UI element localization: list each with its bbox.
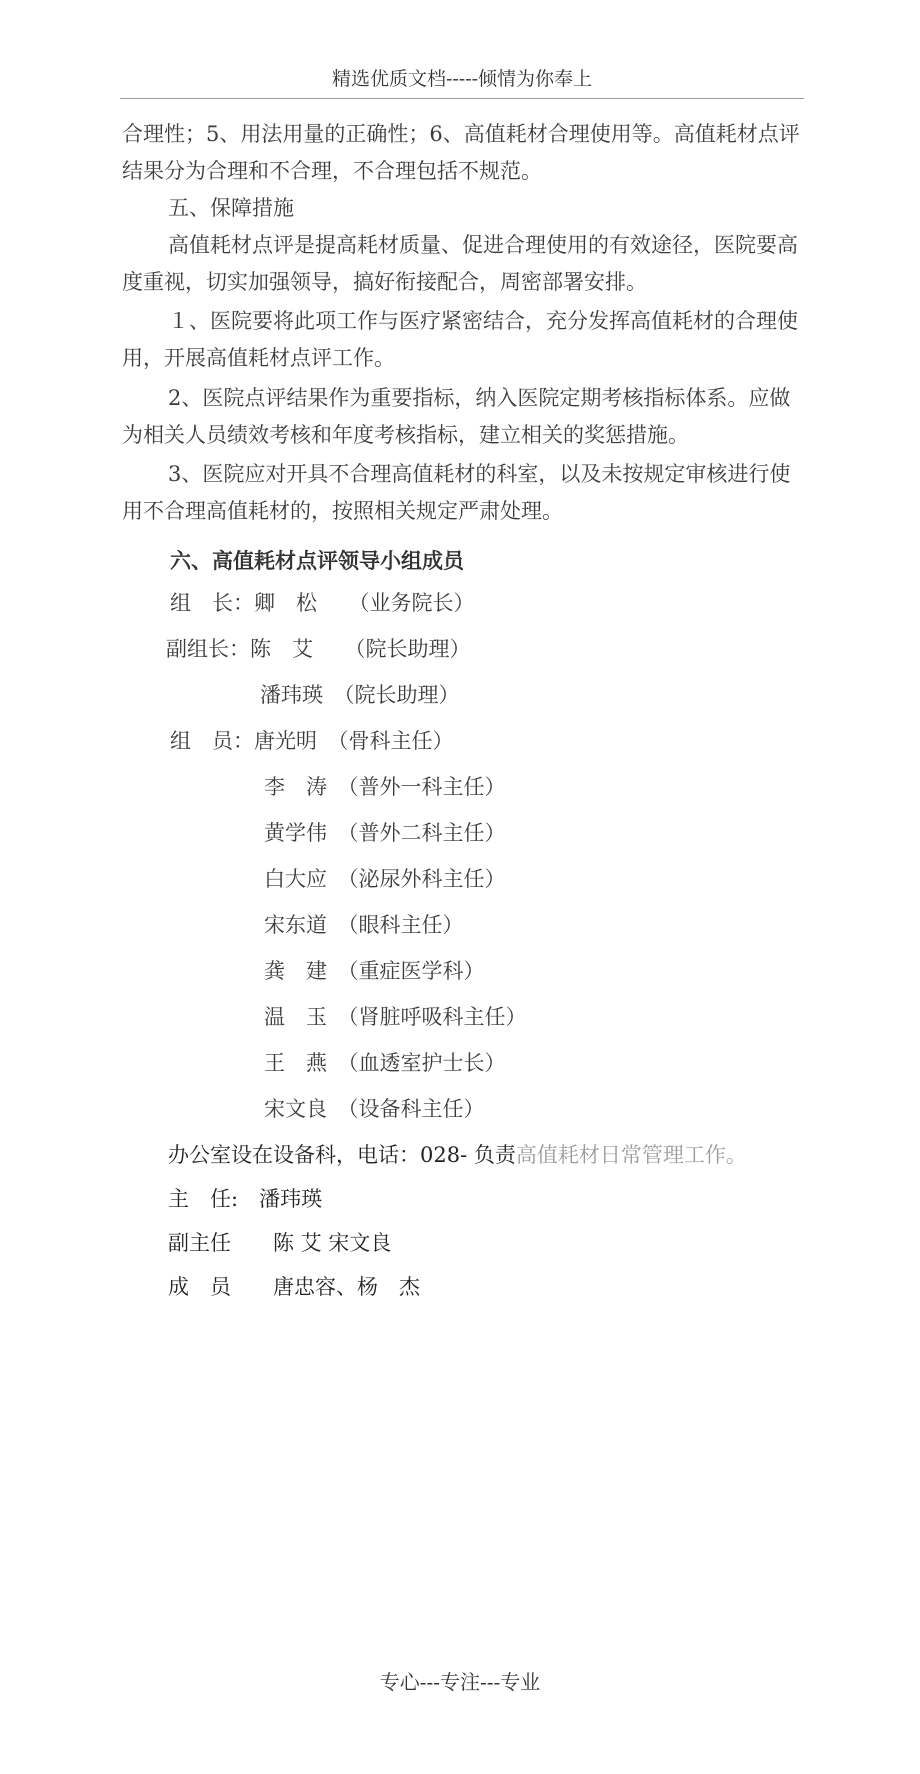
group-line-member-1: 组 员：唐光明 （骨科主任） (170, 729, 454, 753)
group-heading: 六、高值耗材点评领导小组成员 (170, 548, 464, 573)
group-line-member-2: 李 涛 （普外一科主任） (264, 775, 506, 799)
section-title-5: 五、保障措施 (168, 196, 294, 220)
office-duty-text: 高值耗材日常管理工作。 (515, 1143, 747, 1167)
office-deputy: 副主任 陈 艾 宋文良 (168, 1231, 392, 1255)
group-line-member-4: 白大应 （泌尿外科主任） (264, 867, 506, 891)
page-header: 精选优质文档-----倾情为你奉上 (120, 64, 804, 99)
group-line-member-7: 温 玉 （肾脏呼吸科主任） (264, 1005, 527, 1029)
paragraph-3: 高值耗材点评是提高耗材质量、促进合理使用的有效途径，医院要高度重视，切实加强领导，搞好衔接配合，周密部署安排。 (122, 233, 798, 294)
group-line-leader: 组 长：卿 松 （业务院长） (170, 591, 475, 615)
group-line-member-3: 黄学伟 （普外二科主任） (264, 821, 506, 845)
office-director: 主 任: 潘玮瑛 (168, 1187, 323, 1211)
group-line-deputy-2: 潘玮瑛 （院长助理） (260, 683, 460, 707)
paragraph-6: 3、医院应对开具不合理高值耗材的科室，以及未按规定审核进行使用不合理高值耗材的，按照相关规定严肃处理。 (122, 462, 791, 523)
office-members: 成 员 唐忠容、杨 杰 (168, 1275, 420, 1299)
paragraph-5: 2、医院点评结果作为重要指标，纳入医院定期考核指标体系。应做为相关人员绩效考核和年度考核指标，建立相关的奖惩措施。 (122, 386, 791, 447)
group-line-member-6: 龚 建 （重症医学科） (264, 959, 485, 983)
paragraph-1: 合理性；5、用法用量的正确性；6、高值耗材合理使用等。高值耗材点评结果分为合理和不合理，不合理包括不规范。 (122, 122, 800, 183)
group-line-member-8: 王 燕 （血透室护士长） (264, 1051, 506, 1075)
office-location-line (168, 1140, 747, 1170)
page-footer: 专心---专注---专业 (379, 1670, 541, 1694)
office-location-text: 办公室设在设备科，电话：028- 负责 (168, 1143, 516, 1167)
paragraph-4: １、医院要将此项工作与医疗紧密结合，充分发挥高值耗材的合理使用，开展高值耗材点评工作。 (122, 309, 798, 370)
group-line-deputy: 副组长：陈 艾 （院长助理） (166, 637, 471, 661)
group-line-member-9: 宋文良 （设备科主任） (264, 1097, 485, 1121)
group-line-member-5: 宋东道 （眼科主任） (264, 913, 464, 937)
